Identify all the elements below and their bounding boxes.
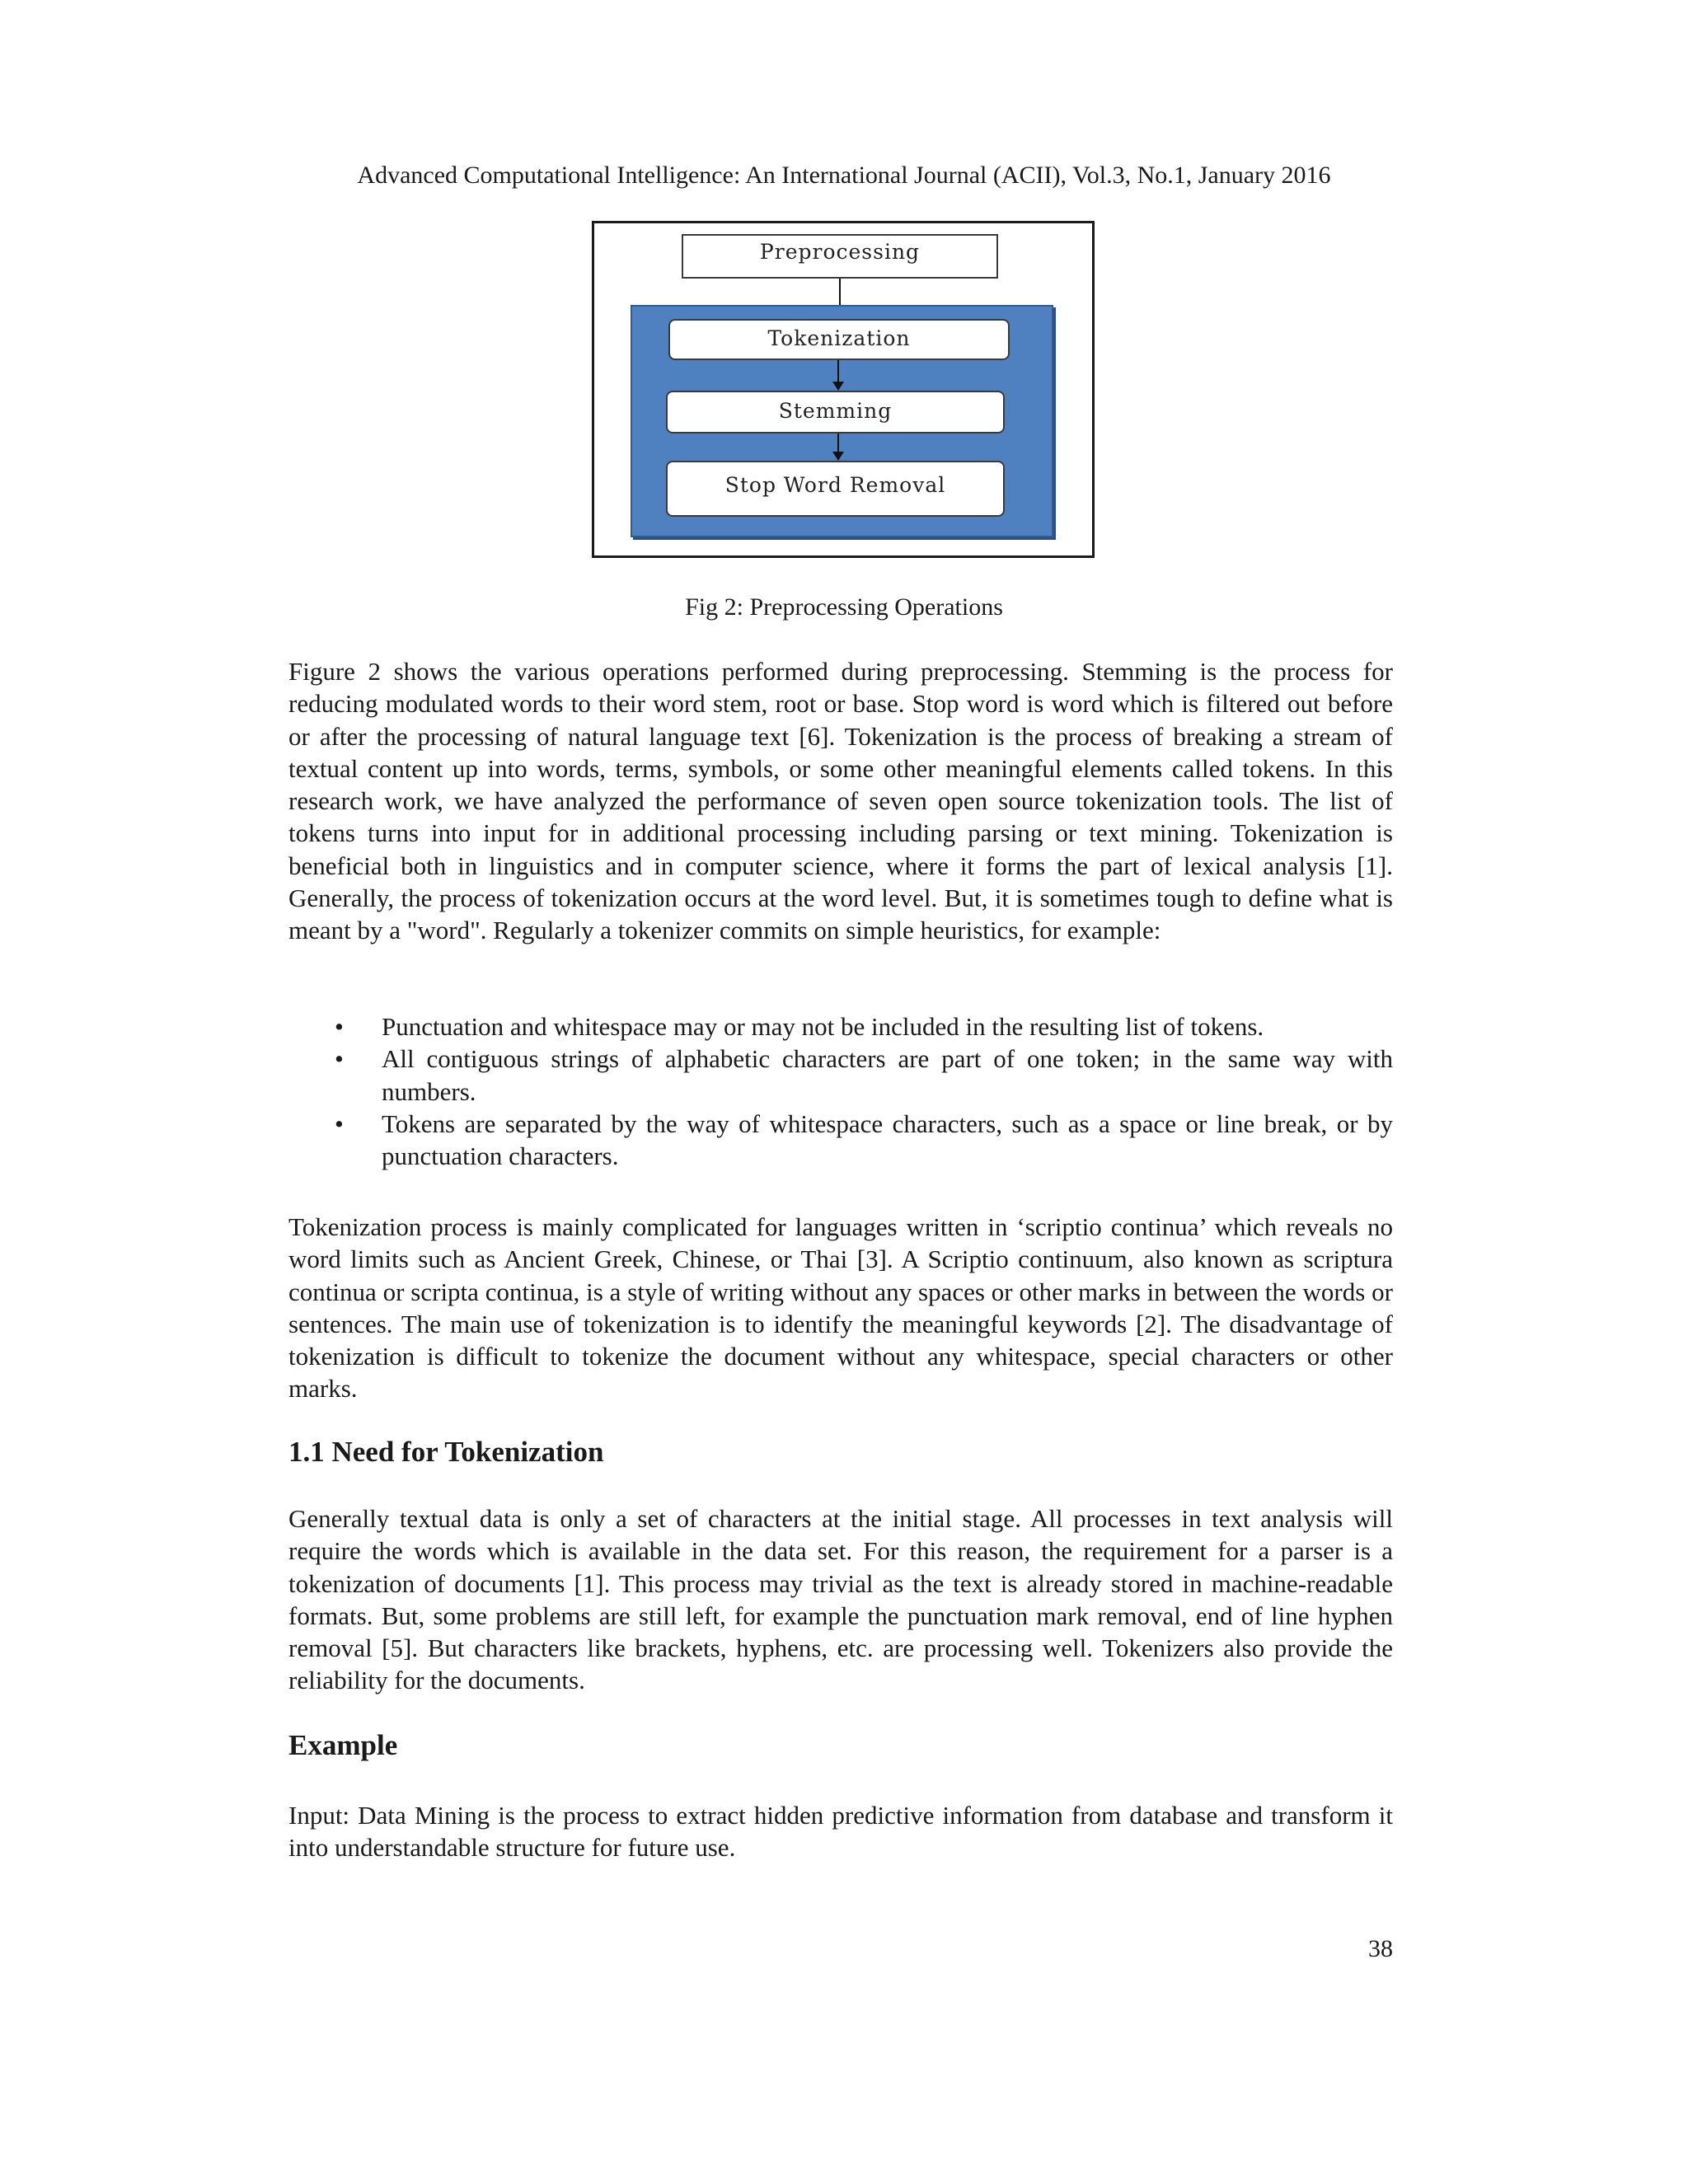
list-item [288, 1043, 1393, 1108]
preprocessing-figure [592, 221, 1095, 558]
tokenization-box: Tokenization [668, 319, 1010, 360]
figure-caption: Fig 2: Preprocessing Operations [685, 593, 1003, 621]
list-item [288, 1010, 1393, 1043]
section-heading-need-for-tokenization: 1.1 Need for Tokenization [288, 1436, 604, 1468]
arrow-line [837, 434, 839, 453]
bullet-marker: • [335, 1012, 344, 1041]
heuristics-list [288, 1010, 1393, 1172]
bullet-marker: • [335, 1044, 344, 1074]
preprocessing-box: Preprocessing [682, 234, 998, 279]
list-item-text: Punctuation and whitespace may or may not be included in the resulting list of tokens. [382, 1012, 1264, 1041]
page-number: 38 [1368, 1935, 1393, 1962]
example-input-paragraph: Input: Data Mining is the process to extract hidden predictive information from database and transform it into understandable structure for future use. [288, 1801, 1393, 1863]
list-item [288, 1108, 1393, 1173]
scriptio-paragraph: Tokenization process is mainly complicated for languages written in ‘scriptio continua’ which reveals no word limits such as Ancient Greek, Chinese, or Thai [3]. A Scriptio continuum, also known as scriptura continua or scripta continua, is a style of writing without any spaces or other marks in between the words or sentences. The main use of tokenization is to identify the meaningful keywords [2]. The disadvantage of tokenization is difficult to tokenize the document without any whitespace, special characters or other marks. [288, 1212, 1393, 1404]
need-paragraph: Generally textual data is only a set of characters at the initial stage. All processes in text analysis will require the words which is available in the data set. For this reason, the requirement for a parser is a tokenization of documents [1]. This process may trivial as the text is already stored in machine-readable formats. But, some problems are still left, for example the punctuation mark removal, end of line hyphen removal [5]. But characters like brackets, hyphens, etc. are processing well. Tokenizers also provide the reliability for the documents. [288, 1504, 1393, 1695]
list-item-text: All contiguous strings of alphabetic characters are part of one token; in the same way with numbers. [382, 1044, 1393, 1106]
stemming-box: Stemming [666, 391, 1005, 434]
section-heading-example: Example [288, 1729, 398, 1761]
arrow-head [832, 452, 844, 461]
list-item-text: Tokens are separated by the way of whitespace characters, such as a space or line break, or by punctuation characters. [382, 1108, 1393, 1171]
running-header: Advanced Computational Intelligence: An International Journal (ACII), Vol.3, No.1, January 2016 [357, 162, 1331, 189]
stop-word-removal-box: Stop Word Removal [666, 461, 1005, 517]
intro-paragraph: Figure 2 shows the various operations performed during preprocessing. Stemming is the process for reducing modulated words to their word stem, root or base. Stop word is word which is filtered out before or after the processing of natural language text [6]. Tokenization is the process of breaking a stream of textual content up into words, terms, symbols, or some other meaningful elements called tokens. In this research work, we have analyzed the performance of seven open source tokenization tools. The list of tokens turns into input for in additional processing including parsing or text mining. Tokenization is beneficial both in linguistics and in computer science, where it forms the part of lexical analysis [1]. Generally, the process of tokenization occurs at the word level. But, it is sometimes tough to define what is meant by a "word". Regularly a tokenizer commits on simple heuristics, for example: [288, 657, 1393, 945]
arrow-head [832, 382, 844, 391]
bullet-marker: • [335, 1108, 344, 1138]
tokenization-stage-panel [631, 305, 1053, 537]
arrow-line [837, 360, 839, 383]
